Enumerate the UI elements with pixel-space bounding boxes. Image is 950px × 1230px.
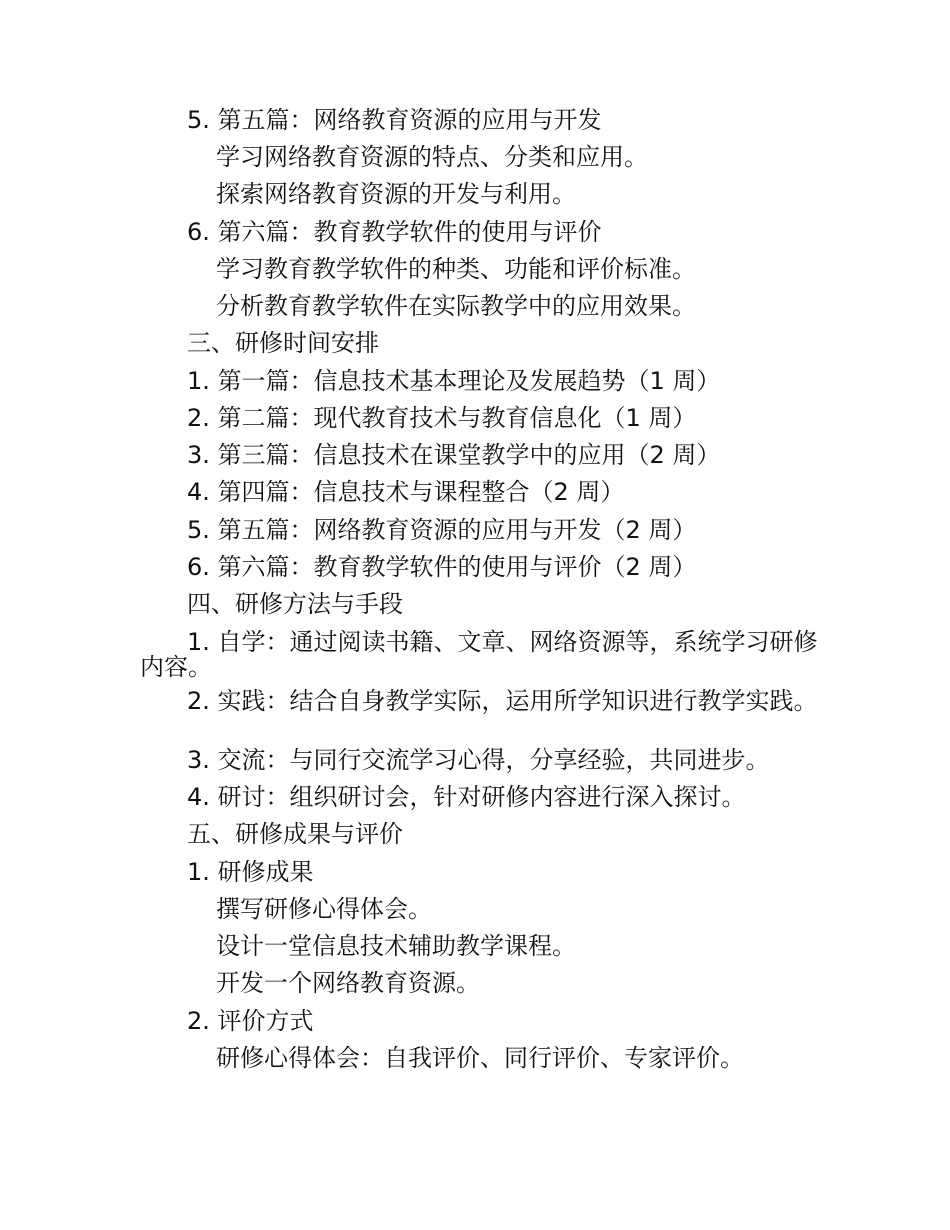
sub-item: 学习网络教育资源的特点、分类和应用。 <box>216 143 648 171</box>
sub-item: 分析教育教学软件在实际教学中的应用效果。 <box>216 292 696 320</box>
results-item: 撰写研修心得体会。 <box>216 895 432 923</box>
section-heading-results: 五、研修成果与评价 <box>187 820 403 848</box>
section-heading-methods: 四、研修方法与手段 <box>187 590 403 618</box>
results-item: 设计一堂信息技术辅助教学课程。 <box>216 932 576 960</box>
schedule-item: 2. 第二篇：现代教育技术与教育信息化（1 周） <box>187 404 697 432</box>
method-item-discussion: 4. 研讨：组织研讨会，针对研修内容进行深入探讨。 <box>187 783 746 811</box>
method-item-practice: 2. 实践：结合自身教学实际，运用所学知识进行教学实践。 <box>187 687 818 715</box>
schedule-item: 5. 第五篇：网络教育资源的应用与开发（2 周） <box>187 516 697 544</box>
schedule-item: 6. 第六篇：教育教学软件的使用与评价（2 周） <box>187 553 697 581</box>
results-item: 开发一个网络教育资源。 <box>216 969 480 997</box>
schedule-item: 1. 第一篇：信息技术基本理论及发展趋势（1 周） <box>187 367 721 395</box>
method-item-exchange: 3. 交流：与同行交流学习心得，分享经验，共同进步。 <box>187 746 770 774</box>
schedule-item: 3. 第三篇：信息技术在课堂教学中的应用（2 周） <box>187 441 721 469</box>
list-item-part5: 5. 第五篇：网络教育资源的应用与开发 <box>187 106 602 134</box>
sub-item: 学习教育教学软件的种类、功能和评价标准。 <box>216 255 696 283</box>
schedule-item: 4. 第四篇：信息技术与课程整合（2 周） <box>187 478 625 506</box>
evaluation-subheading: 2. 评价方式 <box>187 1007 314 1035</box>
results-subheading: 1. 研修成果 <box>187 858 314 886</box>
list-item-part6: 6. 第六篇：教育教学软件的使用与评价 <box>187 218 602 246</box>
evaluation-item: 研修心得体会：自我评价、同行评价、专家评价。 <box>216 1044 744 1072</box>
section-heading-schedule: 三、研修时间安排 <box>187 329 379 357</box>
method-item-self-study: 1. 自学：通过阅读书籍、文章、网络资源等，系统学习研修内容。 <box>140 628 818 681</box>
sub-item: 探索网络教育资源的开发与利用。 <box>216 180 576 208</box>
